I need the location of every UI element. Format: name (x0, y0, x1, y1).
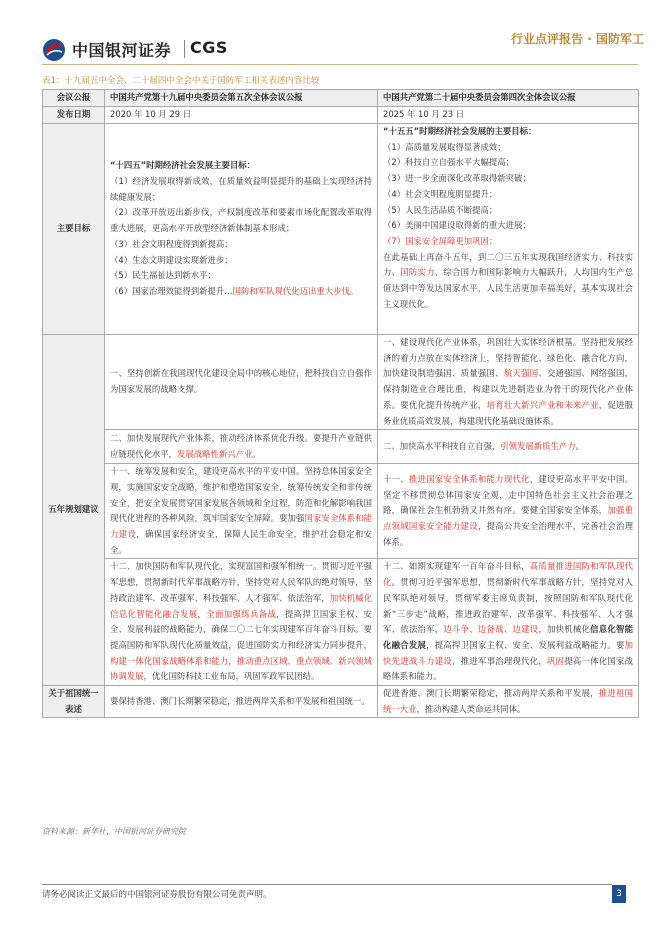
highlight-text: 边斗争、边备战、边建设 (443, 624, 539, 635)
table-cell (105, 464, 378, 559)
highlight-text: 国家安全体系和能力建设 (110, 513, 373, 540)
bold-text: 信息化智能化融合发展 (383, 624, 634, 650)
text-run: 二、加快发展现代产业体系，推动经济体系优化升级。要提升产业链供应链现代化水平， (110, 433, 372, 459)
highlight-text: 发展战略性新兴产业 (177, 448, 253, 459)
text-run: 、交通强国、网络强国，保持制造业合理比重，构建以先进制造业为骨干的现代化产业体系。要优化提升传统产业， (383, 368, 634, 410)
logo-company-name: 中国银河证券 (72, 41, 172, 60)
list-item: （5）人民生活品质不断提高； (383, 204, 498, 215)
text-run: ，建设更高水平平安中国。坚定不移贯彻总体国家安全观，走中国特色社会主义社会治理之路，确保社会生机勃勃又井然有序。要健全国家安全体系， (383, 474, 634, 516)
table-row (43, 124, 639, 335)
header-cell: 中国共产党第十九届中央委员会第五次全体会议公报 (105, 90, 378, 107)
list-item: （7）国家安全屏障更加巩固； (383, 235, 498, 246)
text-run: 。贯彻习近平强军思想，贯彻新时代军事战略方针，坚持党对人民军队绝对领导，贯彻军委主席负责制，按照国防和军队现代化新“三步走”战略，推进政治建军、改革强军、科技强军、人才强军、依法治军， (383, 577, 634, 635)
text-run: 十二、加快国防和军队现代化，实现富国和强军相统一。贯彻习近平强军思想，贯彻新时代军事战略方针，坚持党对人民军队的绝对领导，坚持政治建军、改革强军、科技强军、人才强军、依法治军， (110, 561, 372, 603)
highlight-text: 推进祖国统一大业 (383, 688, 634, 714)
table-row (43, 464, 639, 559)
text-run: ，推动构建人类命运共同体。 (416, 703, 526, 714)
highlight-text: 引领发展新质生产力 (500, 440, 576, 451)
header-separator: · (587, 32, 592, 46)
text-run: ，促进服务业优质高效发展，构建现代化基础设施体系。 (383, 399, 634, 426)
table-cell (105, 430, 378, 464)
header-cell: 中国共产党第二十届中央委员会第四次全体会议公报 (378, 90, 639, 107)
text-run: 。 (575, 440, 584, 451)
table-cell (378, 686, 639, 718)
highlight-text: 加快先进战斗力建设 (383, 639, 634, 666)
footer-divider (42, 884, 612, 885)
industry-name: 国防军工 (595, 32, 644, 46)
table-caption: 表1：十九届五中全会、二十届四中全会中关于国防军工相关表述内容比较 (42, 76, 320, 86)
table-cell (378, 464, 639, 559)
table-row (43, 430, 639, 464)
highlight-text: 培育壮大新兴产业和未来产业 (486, 399, 599, 410)
text-run: 、综合国力和国际影响力大幅跃升，人均国内生产总值达到中等发达国家水平，人民生活更加幸福美好，基本实现社会主义现代化。 (383, 267, 634, 309)
text-run: ，提高捍卫国家主权、安全、发展利益的战略能力，确保二〇二七年实现建军百年奋斗目标。要提高国防和军队现代化质量效益，促进国防实力和经济实力同步提升， (110, 608, 373, 650)
page-number: 3 (612, 885, 626, 903)
text-run: ，提高公共安全治理水平，完善社会治理体系。 (383, 521, 634, 547)
highlight-text: 构建一体化国家战略体系和能力 (110, 655, 229, 666)
table-cell: 2025 年 10 月 23 日 (378, 107, 639, 124)
text-run: ，确保国家经济安全，保障人民生命安全，维护社会稳定和安全。 (110, 529, 373, 555)
table-cell: 一、坚持创新在我国现代化建设全局中的核心地位，把科技自立自强作为国家发展的战略支撑。 (105, 335, 378, 430)
header-divider (42, 64, 638, 65)
text-run: ，加快机械化 (538, 624, 591, 635)
report-category (511, 30, 644, 47)
highlight-text: 航天强国 (503, 368, 539, 379)
text-run: 十二、如期实现建军一百年奋斗目标， (383, 561, 530, 572)
source-note: 资料来源：新华社，中国银河证券研究院 (42, 827, 186, 836)
list-item (110, 284, 372, 300)
text-run: 促进香港、澳门长期繁荣稳定，推动两岸关系和平发展， (383, 688, 599, 699)
list-item: （2）科技自立自强水平大幅提高； (383, 157, 514, 168)
table-row (43, 686, 639, 718)
goals-title: “十五五”时期经济社会发展的主要目标： (383, 126, 537, 136)
row-label: 关于祖国统一表述 (43, 686, 105, 718)
highlight-text: 巩固 (546, 655, 565, 666)
header-cell: 会议公报 (43, 90, 105, 107)
text-run: ， (228, 655, 237, 666)
page-header (0, 0, 662, 70)
table-cell (105, 124, 378, 335)
table-row (43, 559, 639, 686)
table-row (43, 107, 639, 124)
row-label: 主要目标 (43, 124, 105, 335)
highlight-text: 推进国家安全体系和能力现代化 (408, 474, 530, 485)
goals-summary (383, 250, 633, 313)
text-run: ，提高捍卫国家主权、安全、发展利益战略能力。要 (426, 639, 625, 650)
highlight-text: 加强重点领域国家安全能力建设 (383, 505, 634, 532)
text-run: 在此基础上再奋斗五年，到二〇三五年实现我国经济实力、科技实力、 (383, 251, 633, 278)
table-cell: 2020 年 10 月 29 日 (105, 107, 378, 124)
comparison-table (42, 89, 639, 718)
highlight-text: 高质量推进国防和军队现代化 (383, 561, 634, 588)
list-item: （4）生态文明建设实现新进步； (110, 254, 233, 265)
list-item: （2）改革开放迈出新步伐，产权制度改革和要素市场化配置改革取得重大进展，更高水平开放型经济新体制基本形成； (110, 207, 372, 234)
text-run: 十一、 (383, 474, 409, 485)
list-item: （1）经济发展取得新成效，在质量效益明显提升的基础上实现经济持续健康发展； (110, 176, 372, 202)
list-item: （6）美丽中国建设取得新的重大进展； (383, 220, 531, 231)
list-item: （1）高质量发展取得显著成效； (383, 141, 506, 152)
text-run: 提高一体化国家战略体系和能力。 (383, 655, 634, 682)
table-header-row (43, 90, 639, 107)
logo-abbreviation: CGS (190, 38, 228, 57)
list-item: （3）社会文明程度得到新提高； (110, 238, 233, 249)
row-label: 五年规划建议 (43, 335, 105, 686)
text-run: （6）国家治理效能得到新提升… (110, 285, 233, 296)
cgs-logo-icon (42, 38, 66, 62)
logo-divider (184, 40, 185, 58)
table-cell (378, 335, 639, 430)
table-cell (378, 430, 639, 464)
text-run: ，推进军事治理现代化， (452, 655, 547, 666)
highlight-text: 国防实力 (400, 267, 435, 278)
highlight-text: 国防和军队现代化迈出重大步伐。 (232, 285, 359, 296)
text-run: 。 (252, 448, 261, 459)
text-run: 十一、统筹发展和安全，建设更高水平的平安中国。坚持总体国家安全观，实施国家安全战略，维护和塑造国家安全，统筹传统安全和非传统安全，把安全发展贯穿国家发展各领域和全过程，防范和化解影响我国现代化进程的各种风险，筑牢国家安全屏障。要加强 (110, 466, 372, 524)
footer-disclaimer: 请务必阅读正文最后的中国银河证券股份有限公司免责声明。 (42, 890, 272, 900)
report-type: 行业点评报告 (511, 32, 584, 46)
highlight-text: 推动重点区域、重点领域、新兴领域协调发展 (110, 655, 373, 682)
text-run: ，优化国防科技工业布局，巩固军政军民团结。 (143, 671, 320, 682)
row-label: 发布日期 (43, 107, 105, 124)
text-run: ， (197, 608, 207, 619)
list-item: （3）进一步全面深化改革取得新突破； (383, 173, 531, 184)
table-cell (378, 559, 639, 686)
highlight-text: 全面加强练兵备战 (206, 608, 277, 619)
text-run: 一、建设现代化产业体系，巩固壮大实体经济根基。坚持把发展经济的着力点放在实体经济上，坚持智能化、绿色化、融合化方向，加快建设制造强国、质量强国、 (383, 337, 633, 379)
list-item: （5）民生福祉达到新水平； (110, 270, 216, 281)
table-cell (378, 124, 639, 335)
table-cell: 要保持香港、澳门长期繁荣稳定，推进两岸关系和平发展和祖国统一。 (105, 686, 378, 718)
text-run: 二、加快高水平科技自立自强， (383, 440, 501, 451)
list-item: （4）社会文明程度明显提升； (383, 188, 498, 199)
goals-title: “十四五”时期经济社会发展主要目标： (110, 160, 256, 171)
highlight-text: 加快机械化信息化智能化融合发展 (110, 592, 373, 619)
table-row (43, 335, 639, 430)
table-cell (105, 559, 378, 686)
